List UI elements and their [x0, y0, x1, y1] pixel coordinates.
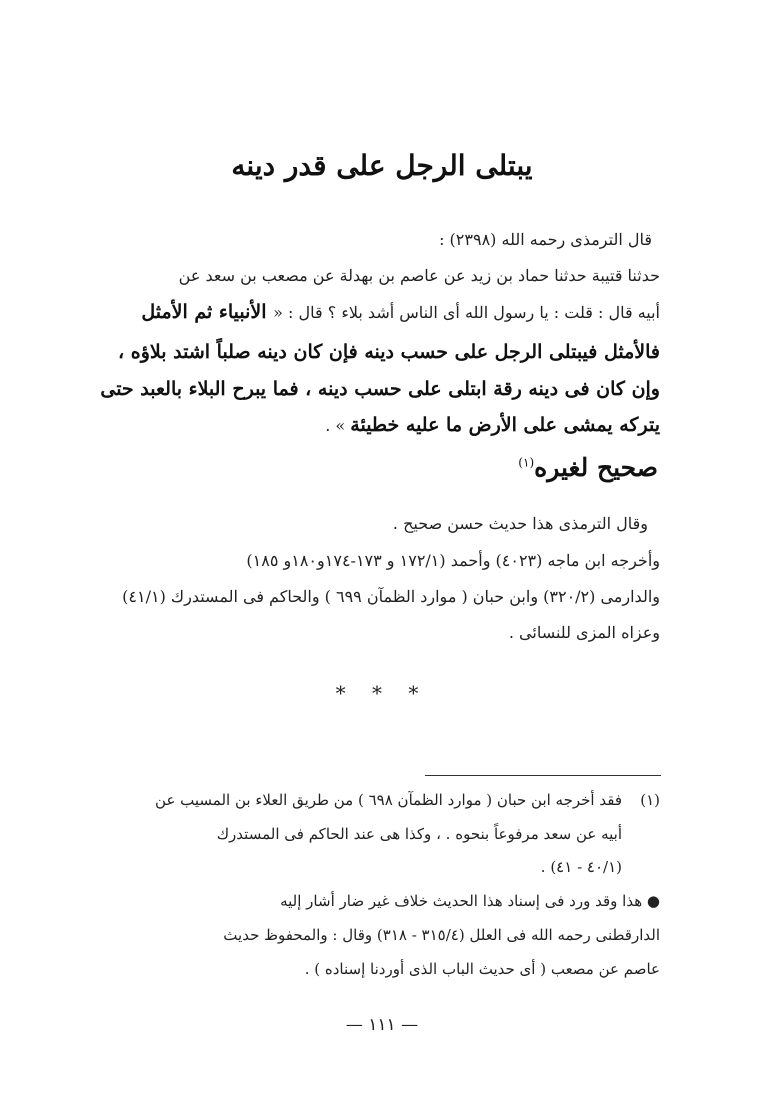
section-separator: * * *: [335, 681, 429, 705]
hadith-line-2-plain: أبيه قال : قلت : يا رسول الله أى الناس أشد بلاء ؟ قال : «: [273, 303, 660, 322]
hadith-line-5: [325, 416, 660, 435]
hadith-line-2: [141, 303, 660, 322]
footnote-number: (١): [640, 791, 660, 809]
footnote-rule: [425, 775, 661, 776]
footnote-line-2: أبيه عن سعد مرفوعاً بنحوه . ، وكذا هى عند الحاكم فى المستدرك: [216, 825, 622, 843]
hadith-line-5-plain: » .: [325, 416, 351, 435]
footnote-ref: (١): [518, 455, 535, 470]
hadith-line-5-bold: يتركه يمشى على الأرض ما عليه خطيئة: [350, 414, 660, 436]
hadith-line-4: وإن كان فى دينه رقة ابتلى على حسب دينه ، فما يبرح البلاء بالعبد حتى: [100, 378, 660, 400]
grade-text: صحيح لغيره: [534, 453, 658, 482]
hadith-line-1: حدثنا قتيبة حدثنا حماد بن زيد عن عاصم بن بهدلة عن مصعب بن سعد عن: [178, 266, 660, 285]
page-number: — ١١١ —: [345, 1015, 419, 1035]
hadith-grade: [518, 455, 658, 480]
chapter-title: يبتلى الرجل على قدر دينه: [231, 149, 533, 182]
bullet-icon: ●: [646, 892, 660, 910]
footnote-line-5: الدارقطنى رحمه الله فى العلل (٣١٥/٤ - ٣١٨) وقال : والمحفوظ حديث: [223, 926, 660, 944]
hadith-line-2-bold: الأنبياء ثم الأمثل: [141, 301, 274, 323]
commentary-line-1: وقال الترمذى هذا حديث حسن صحيح .: [392, 514, 648, 533]
footnote-line-4: [280, 894, 660, 909]
footnote-line-3: (٤٠/١ - ٤١) .: [540, 858, 622, 876]
footnote-line-1: فقد أخرجه ابن حبان ( موارد الظمآن ٦٩٨ ) من طريق العلاء بن المسيب عن: [155, 791, 622, 809]
hadith-line-3: فالأمثل فيبتلى الرجل على حسب دينه فإن كان دينه صلباً اشتد بلاؤه ،: [118, 341, 660, 363]
footnote-line-4-text: هذا وقد ورد فى إسناد هذا الحديث خلاف غير ضار أشار إليه: [280, 892, 647, 910]
commentary-line-4: وعزاه المزى للنسائى .: [508, 623, 660, 642]
commentary-line-2: وأخرجه ابن ماجه (٤٠٢٣) وأحمد (١٧٢/١ و ١٧٣-١٧٤و١٨٠و ١٨٥): [246, 551, 660, 570]
footnote-line-6: عاصم عن مصعب ( أى حديث الباب الذى أوردنا إسناده ) .: [304, 960, 660, 978]
intro-line: قال الترمذى رحمه الله (٢٣٩٨) :: [439, 230, 652, 249]
commentary-line-3: والدارمى (٣٢٠/٢) وابن حبان ( موارد الظمآن ٦٩٩ ) والحاكم فى المستدرك (٤١/١): [122, 587, 660, 606]
